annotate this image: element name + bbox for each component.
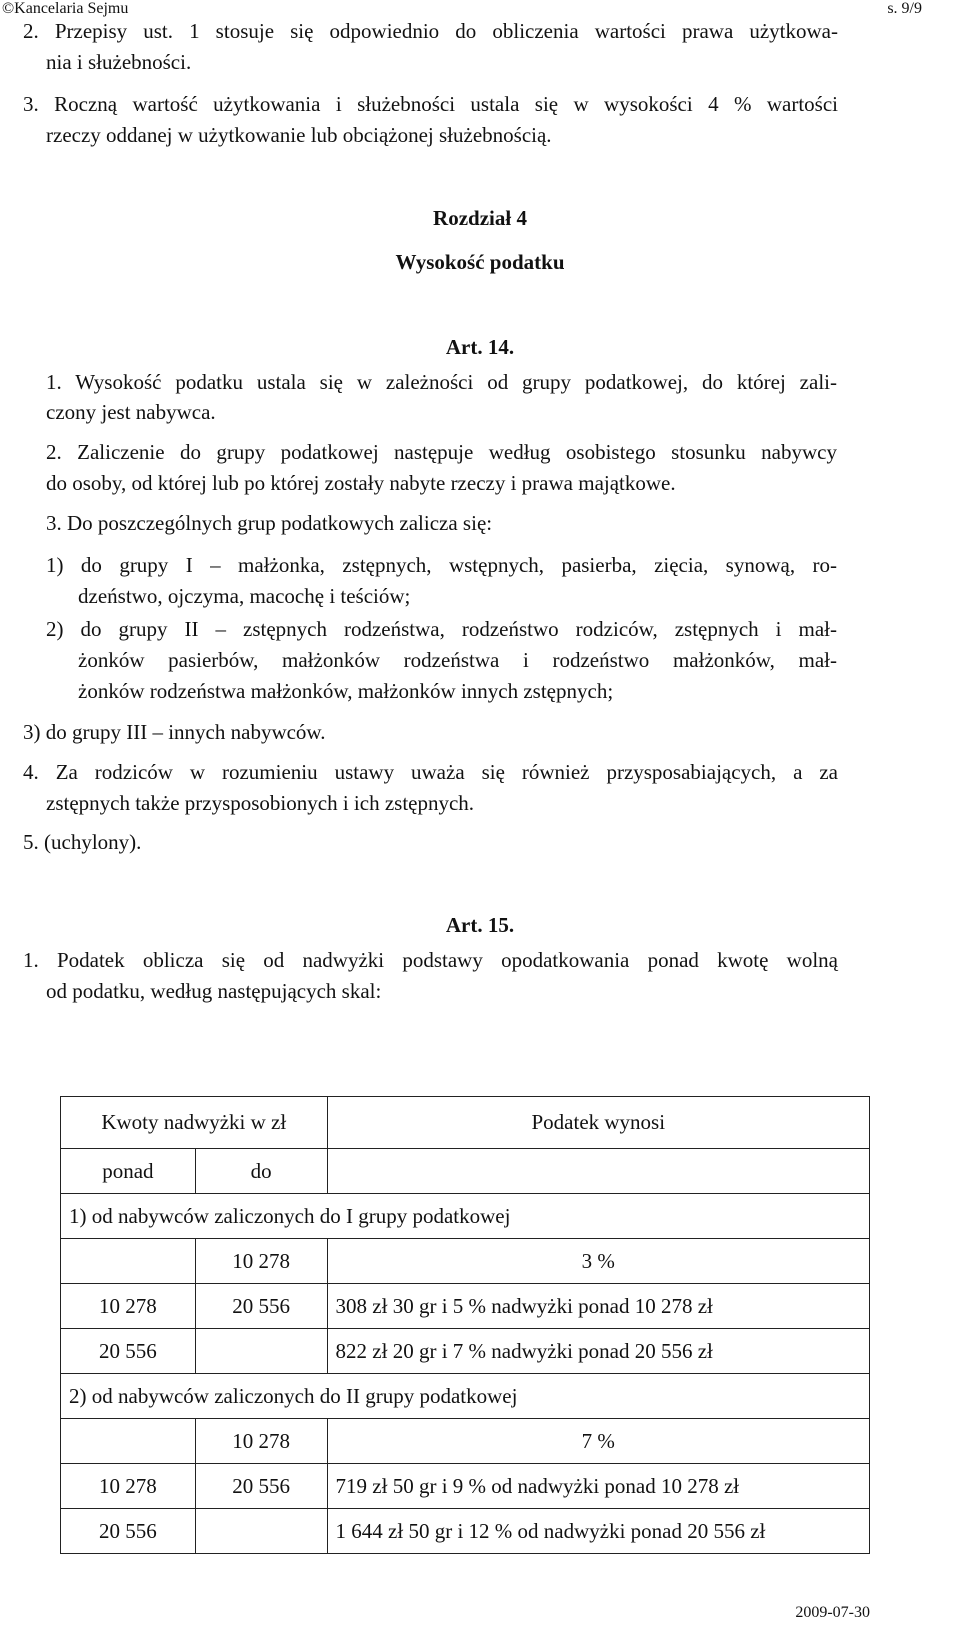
article-14-title: Art. 14.: [445, 335, 515, 359]
cell-to: [195, 1509, 327, 1554]
article-15-title: Art. 15.: [445, 913, 515, 937]
table-header-row: [61, 1097, 870, 1149]
group-label: 1) od nabywców zaliczonych do I grupy podatkowej: [61, 1194, 870, 1239]
list-item-line: 1) do grupy I – małżonka, zstępnych, wstępnych, pasierba, zięcia, synową, ro-: [46, 553, 837, 577]
group-label: 2) od nabywców zaliczonych do II grupy podatkowej: [61, 1374, 870, 1419]
paragraph-line: 2. Zaliczenie do grupy podatkowej następuje według osobistego stosunku nabywcy: [46, 440, 837, 464]
cell-over: [61, 1239, 196, 1284]
list-item-line: dzeństwo, ojczyma, macochę i teściów;: [78, 584, 411, 608]
chapter-subtitle: Wysokość podatku: [395, 250, 565, 274]
chapter-title: Rozdział 4: [433, 206, 527, 230]
cell-tax: 719 zł 50 gr i 9 % od nadwyżki ponad 10 278 zł: [327, 1464, 869, 1509]
cell-tax: 308 zł 30 gr i 5 % nadwyżki ponad 10 278 zł: [327, 1284, 869, 1329]
list-item-line: żonków rodzeństwa małżonków, małżonków innych zstępnych;: [78, 679, 614, 703]
cell-to: 20 556: [195, 1284, 327, 1329]
table-row: [61, 1509, 870, 1554]
list-item-line: 2) do grupy II – zstępnych rodzeństwa, rodzeństwo rodziców, zstępnych i mał-: [46, 617, 837, 641]
cell-tax: 1 644 zł 50 gr i 12 % od nadwyżki ponad 20 556 zł: [327, 1509, 869, 1554]
cell-tax: 822 zł 20 gr i 7 % nadwyżki ponad 20 556 zł: [327, 1329, 869, 1374]
cell-tax: 7 %: [327, 1419, 869, 1464]
table-row: [61, 1464, 870, 1509]
paragraph-line: do osoby, od której lub po której zostały nabyte rzeczy i prawa majątkowe.: [46, 471, 676, 495]
list-item-line: 3) do grupy III – innych nabywców.: [23, 720, 326, 744]
paragraph-line: 1. Podatek oblicza się od nadwyżki podstawy opodatkowania ponad kwotę wolną: [23, 948, 838, 972]
cell-over: 10 278: [61, 1464, 196, 1509]
paragraph-line: 5. (uchylony).: [23, 830, 142, 854]
tax-scale-table: [60, 1096, 870, 1554]
paragraph-line: 3. Roczną wartość użytkowania i służebności ustala się w wysokości 4 % wartości: [23, 92, 838, 116]
cell-over: [61, 1419, 196, 1464]
cell-to: 10 278: [195, 1239, 327, 1284]
paragraph-line: zstępnych także przysposobionych i ich zstępnych.: [46, 791, 475, 815]
header-publisher: ©Kancelaria Sejmu: [2, 0, 129, 17]
paragraph-line: 2. Przepisy ust. 1 stosuje się odpowiednio do obliczenia wartości prawa użytkowa-: [23, 19, 838, 43]
paragraph-line: 4. Za rodziców w rozumieniu ustawy uważa się również przysposabiających, a za: [23, 760, 838, 784]
paragraph-line: 1. Wysokość podatku ustala się w zależności od grupy podatkowej, do której zali-: [46, 370, 837, 394]
column-header-tax: Podatek wynosi: [327, 1097, 869, 1149]
paragraph-line: od podatku, według następujących skal:: [46, 979, 382, 1003]
cell-to: 10 278: [195, 1419, 327, 1464]
paragraph-line: nia i służebności.: [46, 50, 192, 74]
footer-date: 2009-07-30: [795, 1604, 870, 1621]
column-header-to: do: [195, 1149, 327, 1194]
cell-to: 20 556: [195, 1464, 327, 1509]
cell-over: 20 556: [61, 1329, 196, 1374]
column-header-amount: Kwoty nadwyżki w zł: [61, 1097, 328, 1149]
table-subheader-row: [61, 1149, 870, 1194]
table-row: [61, 1239, 870, 1284]
cell-over: 20 556: [61, 1509, 196, 1554]
paragraph-line: 3. Do poszczególnych grup podatkowych zalicza się:: [46, 511, 493, 535]
group-row: [61, 1374, 870, 1419]
paragraph-line: rzeczy oddanej w użytkowanie lub obciążonej służebnością.: [46, 123, 552, 147]
cell-tax: 3 %: [327, 1239, 869, 1284]
header-page-number: s. 9/9: [887, 0, 922, 17]
column-header-over: ponad: [61, 1149, 196, 1194]
table-row: [61, 1284, 870, 1329]
cell-to: [195, 1329, 327, 1374]
table-row: [61, 1329, 870, 1374]
group-row: [61, 1194, 870, 1239]
cell-over: 10 278: [61, 1284, 196, 1329]
paragraph-line: czony jest nabywca.: [46, 400, 216, 424]
table-row: [61, 1419, 870, 1464]
list-item-line: żonków pasierbów, małżonków rodzeństwa i rodzeństwo małżonków, mał-: [78, 648, 837, 672]
